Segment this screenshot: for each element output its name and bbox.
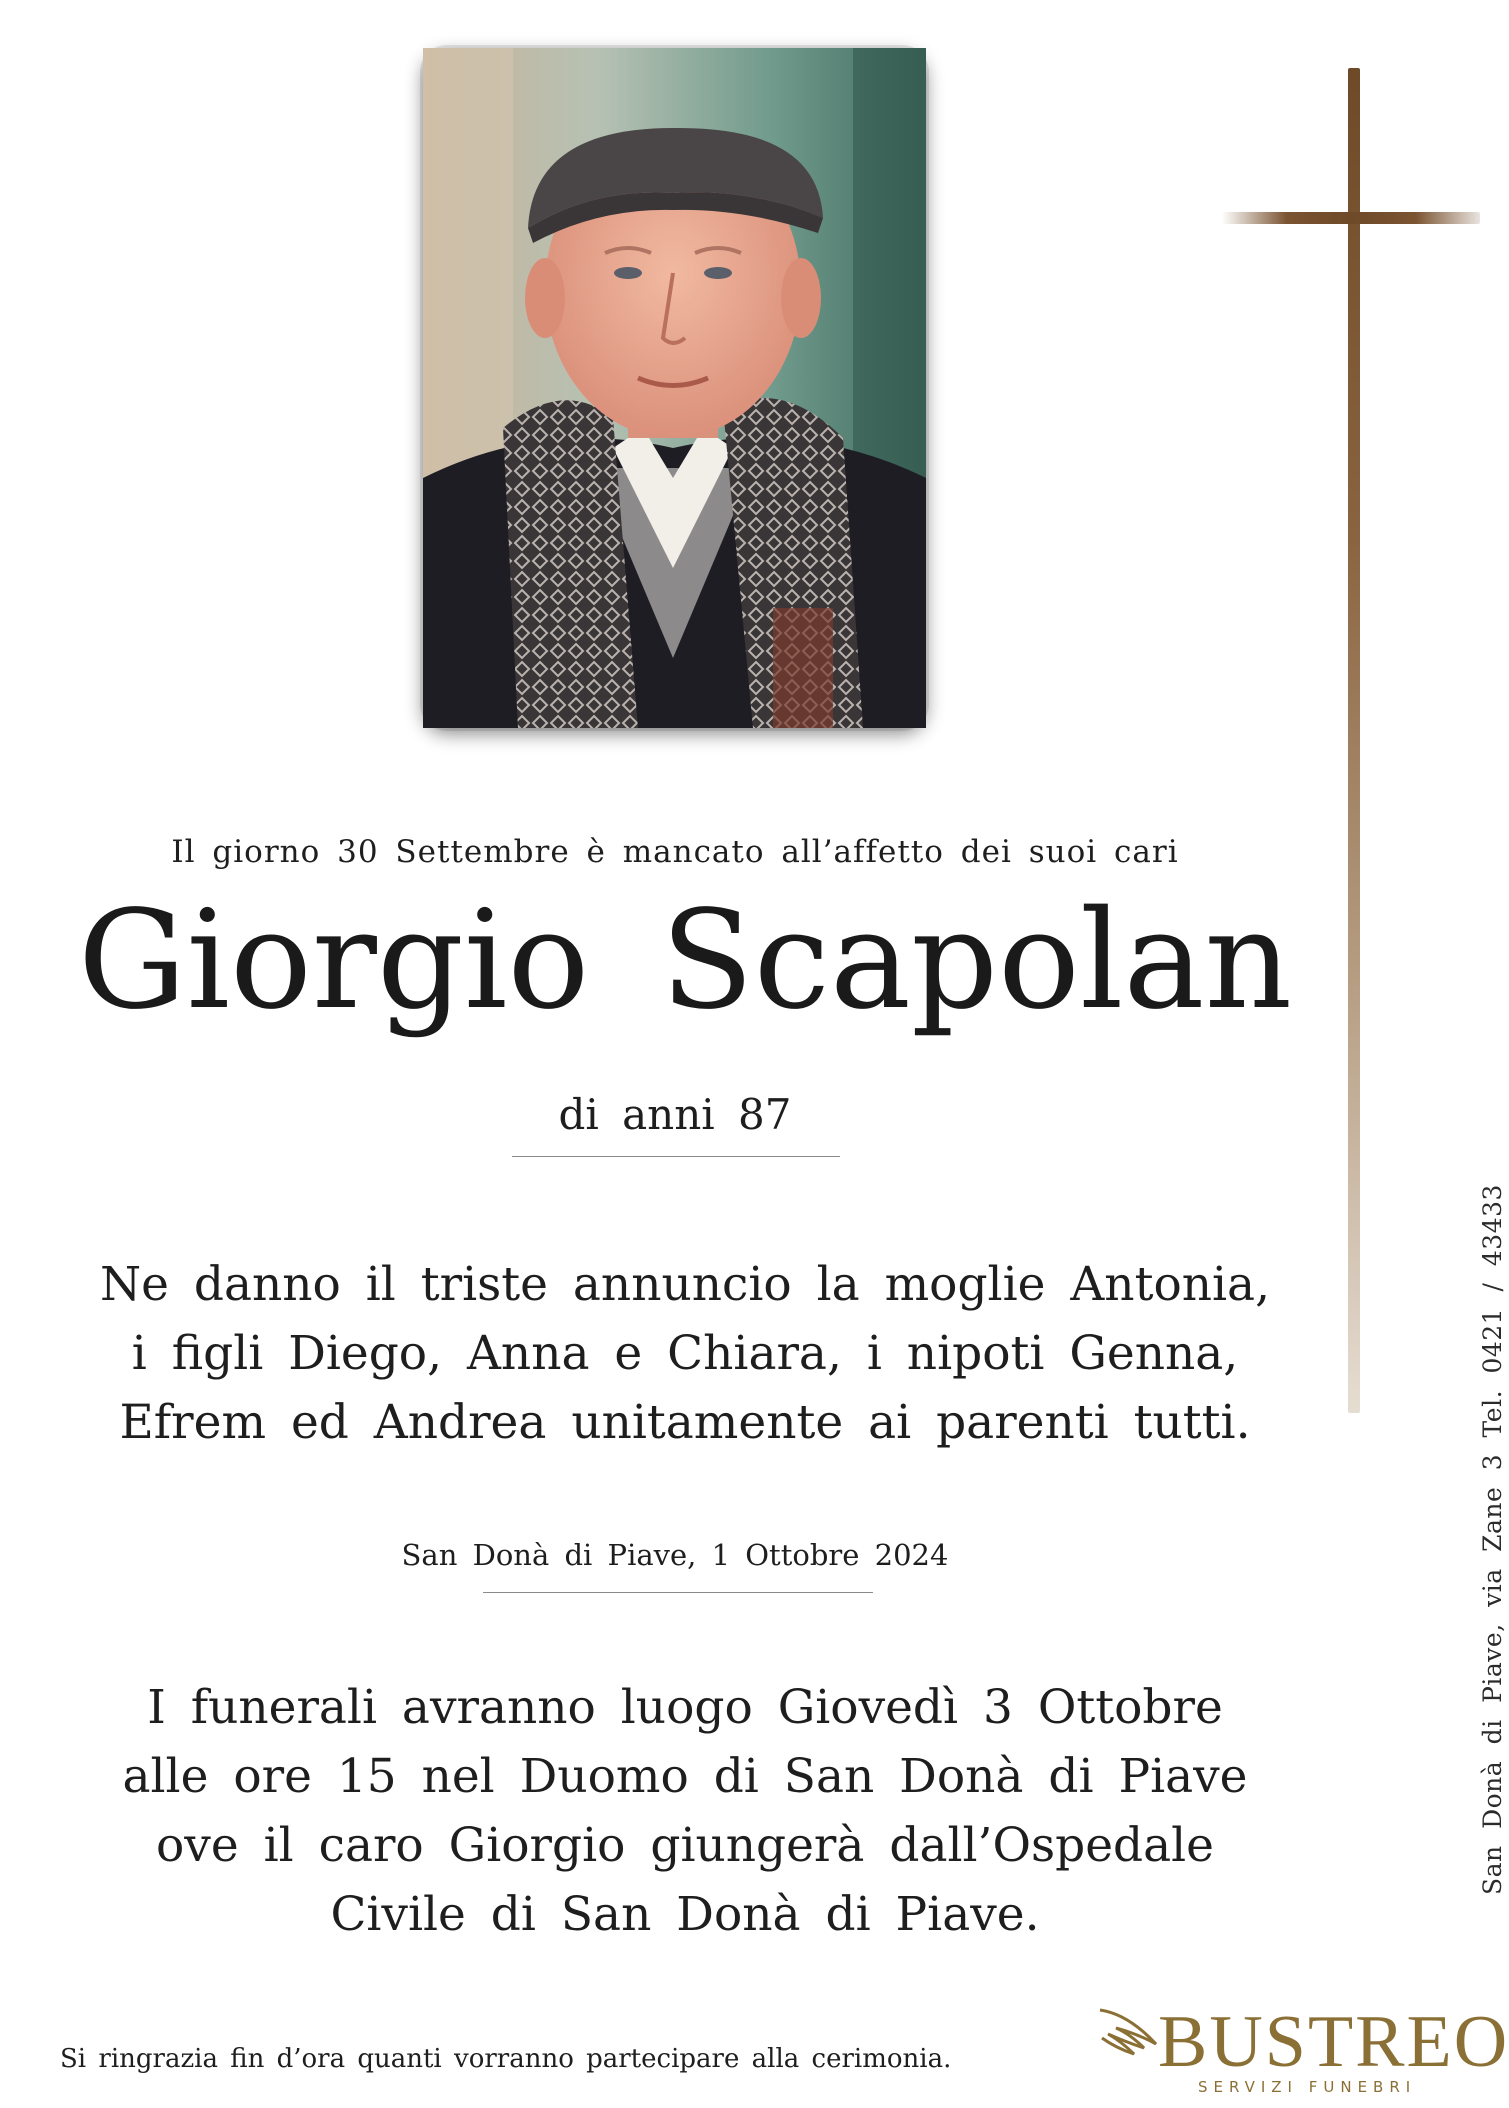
announcement-line: i figli Diego, Anna e Chiara, i nipoti Genna, xyxy=(131,1326,1239,1381)
announcement-text xyxy=(60,1250,1310,1457)
age-line: di anni 87 xyxy=(558,1090,792,1139)
thanks-line: Si ringrazia fin d’ora quanti vorranno partecipare alla cerimonia. xyxy=(60,2044,952,2074)
place-date-line: San Donà di Piave, 1 Ottobre 2024 xyxy=(401,1538,949,1572)
logo-tagline: SERVIZI FUNEBRI xyxy=(1198,2078,1417,2096)
deceased-name: Giorgio Scapolan xyxy=(77,882,1293,1040)
deceased-portrait-photo xyxy=(423,48,926,728)
cross-horizontal-bar xyxy=(1222,212,1480,224)
funeral-home-contact: San Donà di Piave, via Zane 3 Tel. 0421 / 43433 xyxy=(1478,1184,1507,1895)
announcement-line: Efrem ed Andrea unitamente ai parenti tutti. xyxy=(119,1395,1251,1450)
bustreo-logo xyxy=(1098,2000,1509,2100)
funeral-line: ove il caro Giorgio giungerà dall’Ospedale xyxy=(156,1818,1214,1873)
funeral-line: I funerali avranno luogo Giovedì 3 Ottobre xyxy=(147,1680,1223,1735)
intro-line: Il giorno 30 Settembre è mancato all’affetto dei suoi cari xyxy=(171,834,1179,870)
announcement-line: Ne danno il triste annuncio la moglie Antonia, xyxy=(99,1257,1271,1312)
funeral-line: alle ore 15 nel Duomo di San Donà di Piave xyxy=(122,1749,1248,1804)
cross-vertical-bar xyxy=(1348,68,1360,1413)
age-divider xyxy=(512,1156,840,1157)
funeral-line: Civile di San Donà di Piave. xyxy=(330,1887,1040,1942)
logo-name: BUSTREO xyxy=(1158,2001,1509,2083)
place-date-divider xyxy=(483,1592,873,1593)
funeral-info-text xyxy=(40,1673,1330,1949)
